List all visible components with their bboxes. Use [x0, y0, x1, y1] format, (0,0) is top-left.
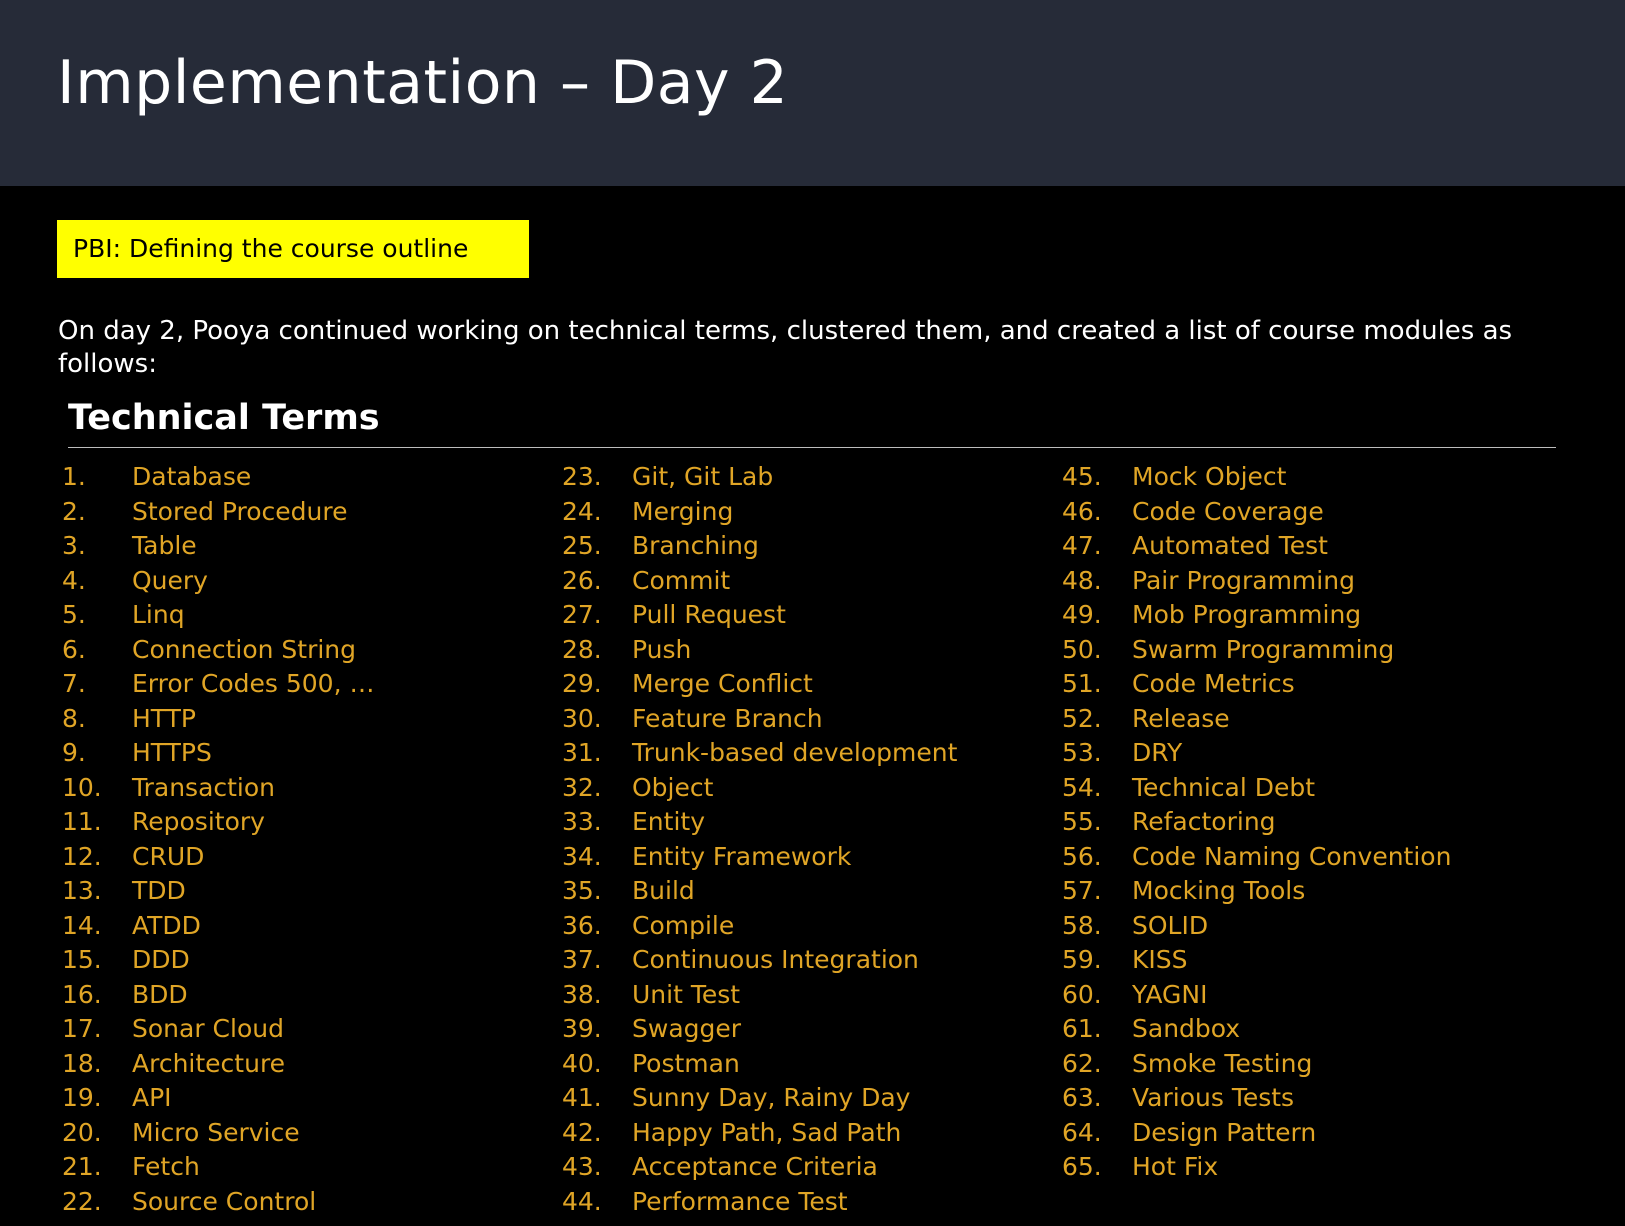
list-item-label: Merging — [632, 496, 734, 526]
list-item-number: 29. — [562, 669, 602, 698]
list-item-label: Refactoring — [1132, 807, 1276, 836]
list-item-label: Mock Object — [1132, 462, 1287, 491]
list-item — [62, 1083, 562, 1118]
list-item-number: 49. — [1062, 600, 1102, 629]
list-item-number: 58. — [1062, 910, 1102, 940]
list-item — [62, 1187, 562, 1222]
list-item-label: Acceptance Criteria — [632, 1152, 878, 1181]
list-item-label: Commit — [632, 565, 731, 595]
list-item-label: CRUD — [132, 841, 205, 871]
list-item-number: 6. — [62, 634, 86, 664]
list-item-label: Pair Programming — [1132, 565, 1355, 595]
list-item — [1062, 1014, 1562, 1049]
list-item-label: Postman — [632, 1048, 740, 1078]
list-item-number: 9. — [62, 738, 86, 767]
list-item-label: DRY — [1132, 738, 1183, 767]
list-item-label: TDD — [132, 876, 186, 905]
list-item — [62, 1049, 562, 1084]
list-item-number: 55. — [1062, 807, 1102, 836]
terms-column-1 — [62, 462, 562, 1221]
list-item-number: 7. — [62, 669, 86, 698]
list-item-number: 51. — [1062, 669, 1102, 698]
list-item-number: 2. — [62, 496, 86, 526]
list-item-number: 32. — [562, 772, 602, 802]
list-item-label: Mocking Tools — [1132, 876, 1306, 905]
list-item — [1062, 1118, 1562, 1153]
list-item — [1062, 704, 1562, 739]
list-item-label: Repository — [132, 807, 265, 836]
list-item — [62, 600, 562, 635]
list-item — [1062, 773, 1562, 808]
list-item-number: 24. — [562, 496, 602, 526]
list-item-number: 39. — [562, 1014, 602, 1043]
pbi-badge: PBI: Defining the course outline — [57, 220, 529, 278]
list-item-label: Sonar Cloud — [132, 1014, 284, 1043]
list-item-label: Unit Test — [632, 979, 741, 1009]
list-item-number: 65. — [1062, 1152, 1102, 1181]
list-item-number: 14. — [62, 910, 102, 940]
list-item — [62, 807, 562, 842]
list-item — [1062, 566, 1562, 601]
list-item — [562, 566, 1062, 601]
list-item-label: Git, Git Lab — [632, 462, 774, 491]
list-item-number: 17. — [62, 1014, 102, 1043]
terms-column-3 — [1062, 462, 1562, 1221]
list-item-label: Smoke Testing — [1132, 1048, 1313, 1078]
list-item — [62, 635, 562, 670]
list-item — [562, 980, 1062, 1015]
list-item-label: Push — [632, 634, 692, 664]
list-item-number: 25. — [562, 531, 602, 560]
list-item-label: Error Codes 500, … — [132, 669, 375, 698]
list-item-label: Code Naming Convention — [1132, 841, 1452, 871]
list-item-number: 8. — [62, 703, 86, 733]
list-item — [562, 600, 1062, 635]
intro-paragraph: On day 2, Pooya continued working on technical terms, clustered them, and created a list of course modules as follows: — [58, 316, 1513, 380]
list-item — [62, 462, 562, 497]
list-item-number: 27. — [562, 600, 602, 629]
list-item-label: Compile — [632, 910, 735, 940]
list-item-number: 47. — [1062, 531, 1102, 560]
list-item — [62, 497, 562, 532]
list-item — [562, 807, 1062, 842]
list-item-number: 33. — [562, 807, 602, 836]
list-item-number: 62. — [1062, 1048, 1102, 1078]
list-item-number: 20. — [62, 1117, 102, 1147]
list-item — [62, 945, 562, 980]
list-item — [62, 876, 562, 911]
list-item-number: 37. — [562, 945, 602, 974]
list-item-label: Pull Request — [632, 600, 786, 629]
list-item-label: Source Control — [132, 1186, 317, 1216]
list-item — [62, 738, 562, 773]
list-item-label: HTTPS — [132, 738, 212, 767]
list-item — [1062, 876, 1562, 911]
list-item — [562, 1187, 1062, 1222]
list-item — [1062, 497, 1562, 532]
list-item-number: 38. — [562, 979, 602, 1009]
page-title: Implementation – Day 2 — [57, 48, 789, 118]
list-item-number: 53. — [1062, 738, 1102, 767]
list-item-number: 23. — [562, 462, 602, 491]
list-item-number: 31. — [562, 738, 602, 767]
list-item-label: Mob Programming — [1132, 600, 1362, 629]
list-item — [1062, 531, 1562, 566]
list-item-number: 12. — [62, 841, 102, 871]
list-item-label: YAGNI — [1132, 979, 1208, 1009]
list-item-number: 15. — [62, 945, 102, 974]
list-item — [1062, 600, 1562, 635]
list-item-label: KISS — [1132, 945, 1188, 974]
list-item-label: Merge Conflict — [632, 669, 813, 698]
list-item-number: 50. — [1062, 634, 1102, 664]
list-item — [562, 635, 1062, 670]
list-item-label: Feature Branch — [632, 703, 823, 733]
list-item-number: 54. — [1062, 772, 1102, 802]
list-item-number: 61. — [1062, 1014, 1102, 1043]
list-item — [1062, 635, 1562, 670]
list-item-number: 59. — [1062, 945, 1102, 974]
list-item-label: Code Metrics — [1132, 669, 1295, 698]
list-item-label: Swagger — [632, 1014, 742, 1043]
list-item-label: DDD — [132, 945, 190, 974]
list-item-number: 63. — [1062, 1083, 1102, 1112]
list-item-label: Transaction — [132, 772, 276, 802]
list-item-label: Architecture — [132, 1048, 286, 1078]
list-item — [562, 842, 1062, 877]
list-item — [1062, 669, 1562, 704]
section-heading: Technical Terms — [68, 398, 380, 438]
section-divider — [68, 447, 1556, 448]
list-item-label: Sunny Day, Rainy Day — [632, 1083, 911, 1112]
list-item-label: ATDD — [132, 910, 201, 940]
list-item — [62, 1118, 562, 1153]
list-item-number: 56. — [1062, 841, 1102, 871]
list-item — [562, 876, 1062, 911]
list-item — [562, 911, 1062, 946]
list-item-label: Entity — [632, 807, 705, 836]
list-item-label: SOLID — [1132, 910, 1209, 940]
list-item-number: 40. — [562, 1048, 602, 1078]
list-item — [62, 669, 562, 704]
list-item — [62, 704, 562, 739]
list-item-label: Design Pattern — [1132, 1117, 1317, 1147]
list-item-label: Table — [132, 531, 197, 560]
list-item-label: Entity Framework — [632, 841, 852, 871]
list-item-label: Branching — [632, 531, 759, 560]
list-item-number: 19. — [62, 1083, 102, 1112]
list-item-label: Release — [1132, 703, 1230, 733]
terms-columns — [62, 462, 1562, 1221]
list-item-number: 26. — [562, 565, 602, 595]
list-item-label: Stored Procedure — [132, 496, 348, 526]
list-item-label: Object — [632, 772, 714, 802]
list-item — [562, 497, 1062, 532]
list-item-number: 30. — [562, 703, 602, 733]
list-item-label: Build — [632, 876, 695, 905]
list-item-label: Fetch — [132, 1152, 200, 1181]
list-item — [1062, 462, 1562, 497]
list-item-number: 57. — [1062, 876, 1102, 905]
list-item-number: 10. — [62, 772, 102, 802]
list-item-label: Happy Path, Sad Path — [632, 1117, 902, 1147]
list-item-number: 3. — [62, 531, 86, 560]
list-item-number: 41. — [562, 1083, 602, 1112]
list-item — [62, 773, 562, 808]
list-item — [562, 669, 1062, 704]
list-item — [562, 738, 1062, 773]
list-item-label: Linq — [132, 600, 185, 629]
list-item — [1062, 807, 1562, 842]
list-item — [562, 1118, 1062, 1153]
terms-column-2 — [562, 462, 1062, 1221]
list-item — [1062, 980, 1562, 1015]
list-item-number: 45. — [1062, 462, 1102, 491]
list-item-label: Trunk-based development — [632, 738, 958, 767]
list-item-number: 46. — [1062, 496, 1102, 526]
list-item-label: Continuous Integration — [632, 945, 919, 974]
list-item — [562, 773, 1062, 808]
list-item-number: 52. — [1062, 703, 1102, 733]
list-item-label: Connection String — [132, 634, 357, 664]
list-item — [1062, 1083, 1562, 1118]
list-item — [562, 1049, 1062, 1084]
list-item — [1062, 738, 1562, 773]
list-item-label: Sandbox — [1132, 1014, 1241, 1043]
list-item-number: 64. — [1062, 1117, 1102, 1147]
list-item — [62, 566, 562, 601]
list-item-label: Micro Service — [132, 1117, 300, 1147]
list-item-label: Automated Test — [1132, 531, 1328, 560]
list-item — [562, 462, 1062, 497]
list-item — [1062, 945, 1562, 980]
list-item — [1062, 842, 1562, 877]
list-item-label: Swarm Programming — [1132, 634, 1395, 664]
list-item — [562, 945, 1062, 980]
list-item — [62, 980, 562, 1015]
list-item — [62, 1014, 562, 1049]
list-item-number: 44. — [562, 1186, 602, 1216]
list-item-label: Database — [132, 462, 252, 491]
list-item-number: 42. — [562, 1117, 602, 1147]
list-item-number: 4. — [62, 565, 86, 595]
list-item — [562, 1083, 1062, 1118]
list-item-label: Various Tests — [1132, 1083, 1295, 1112]
list-item — [62, 531, 562, 566]
list-item-label: Query — [132, 565, 208, 595]
list-item-label: BDD — [132, 979, 188, 1009]
list-item-label: Technical Debt — [1132, 772, 1316, 802]
list-item-number: 22. — [62, 1186, 102, 1216]
list-item-label: Hot Fix — [1132, 1152, 1219, 1181]
list-item-number: 1. — [62, 462, 86, 491]
list-item — [62, 911, 562, 946]
list-item-number: 16. — [62, 979, 102, 1009]
list-item-label: HTTP — [132, 703, 196, 733]
list-item — [1062, 911, 1562, 946]
list-item-number: 28. — [562, 634, 602, 664]
list-item-label: API — [132, 1083, 172, 1112]
list-item-label: Performance Test — [632, 1186, 848, 1216]
list-item-number: 36. — [562, 910, 602, 940]
list-item-number: 35. — [562, 876, 602, 905]
list-item — [562, 1152, 1062, 1187]
list-item-number: 43. — [562, 1152, 602, 1181]
list-item-number: 5. — [62, 600, 86, 629]
list-item-label: Code Coverage — [1132, 496, 1324, 526]
list-item-number: 60. — [1062, 979, 1102, 1009]
list-item — [1062, 1152, 1562, 1187]
list-item-number: 18. — [62, 1048, 102, 1078]
list-item — [562, 1014, 1062, 1049]
list-item-number: 13. — [62, 876, 102, 905]
list-item — [562, 531, 1062, 566]
list-item — [62, 842, 562, 877]
list-item-number: 11. — [62, 807, 102, 836]
list-item-number: 34. — [562, 841, 602, 871]
list-item — [562, 704, 1062, 739]
list-item — [62, 1152, 562, 1187]
list-item-number: 48. — [1062, 565, 1102, 595]
list-item — [1062, 1049, 1562, 1084]
list-item-number: 21. — [62, 1152, 102, 1181]
